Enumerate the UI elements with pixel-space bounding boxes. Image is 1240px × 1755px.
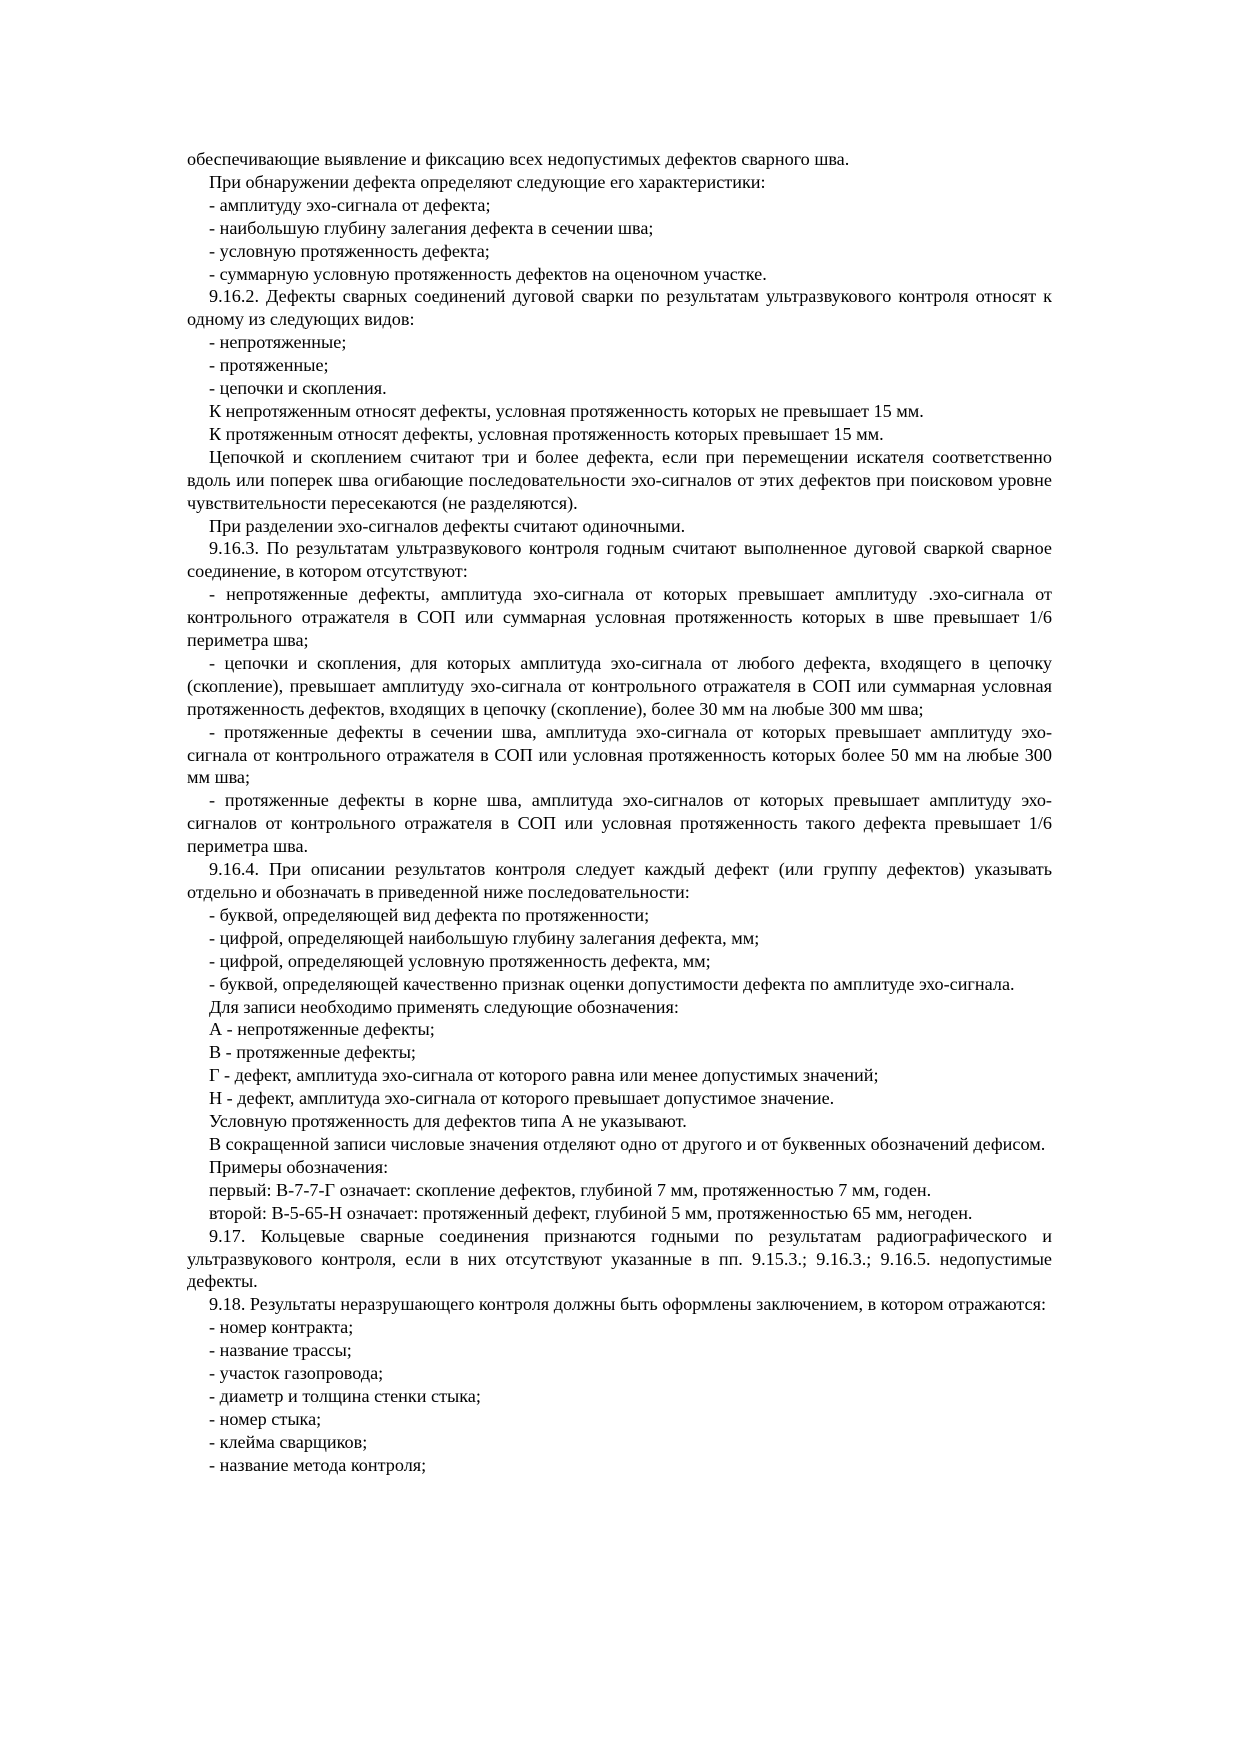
list-item: - непротяженные; — [209, 332, 347, 353]
list-item: - протяженные дефекты в сечении шва, амплитуда эхо-сигнала от которых превышает амплитуду эхо-сигнала от контрольного отражателя в СОП или условная протяженность которых более 50 мм на любые 300 мм шва; — [187, 721, 1052, 788]
non-extended-definition: К непротяженным относят дефекты, условная протяженность которых не превышает 15 мм. — [209, 400, 924, 421]
list-item: Н - дефект, амплитуда эхо-сигнала от которого превышает допустимое значение. — [209, 1088, 835, 1109]
list-item: - протяженные дефекты в корне шва, амплитуда эхо-сигналов от которых превышает амплитуду эхо-сигналов от контрольного отражателя в СОП или условная протяженность такого дефекта превышает 1/6 периметра шва. — [187, 790, 1052, 857]
examples-intro: Примеры обозначения: — [209, 1156, 389, 1177]
list-item: Г - дефект, амплитуда эхо-сигнала от которого равна или менее допустимых значений; — [209, 1065, 879, 1086]
section-9-16-3: 9.16.3. По результатам ультразвукового контроля годным считают выполненное дуговой сваркой сварное соединение, в котором отсутствуют: — [187, 538, 1052, 582]
list-item: А - непротяженные дефекты; — [209, 1019, 435, 1040]
type-a-note: Условную протяженность для дефектов типа А не указывают. — [209, 1111, 687, 1132]
list-item: - название трассы; — [209, 1340, 352, 1361]
document-page — [187, 148, 1052, 1477]
list-item: - буквой, определяющей качественно признак оценки допустимости дефекта по амплитуде эхо-сигнала. — [209, 973, 1015, 994]
chain-definition: Цепочкой и скоплением считают три и более дефекта, если при перемещении искателя соответственно вдоль или поперек шва огибающие последовательности эхо-сигналов от этих дефектов при поисковом уровне чувствительности пересекаются (не разделяются). — [187, 446, 1052, 513]
list-item: - буквой, определяющей вид дефекта по протяженности; — [209, 904, 650, 925]
list-item: - участок газопровода; — [209, 1363, 384, 1384]
section-9-18: 9.18. Результаты неразрушающего контроля должны быть оформлены заключением, в котором отражаются: — [209, 1294, 1047, 1315]
list-item: - условную протяженность дефекта; — [209, 240, 490, 261]
intro-line: обеспечивающие выявление и фиксацию всех недопустимых дефектов сварного шва. — [187, 149, 850, 169]
list-item: - суммарную условную протяженность дефектов на оценочном участке. — [209, 263, 767, 284]
list-item: - амплитуду эхо-сигнала от дефекта; — [209, 194, 491, 215]
list-item: - цифрой, определяющей наибольшую глубину залегания дефекта, мм; — [209, 927, 760, 948]
list-item: В - протяженные дефекты; — [209, 1042, 416, 1063]
list-item: - клейма сварщиков; — [209, 1431, 368, 1452]
list-item: - протяженные; — [209, 355, 329, 376]
example-second: второй: В-5-65-Н означает: протяженный дефект, глубиной 5 мм, протяженностью 65 мм, негоден. — [209, 1202, 973, 1223]
section-9-17: 9.17. Кольцевые сварные соединения признаются годными по результатам радиографического и ультразвукового контроля, если в них отсутствуют указанные в пп. 9.15.3.; 9.16.3.; 9.16.5. недопустимые дефекты. — [187, 1225, 1052, 1292]
section-9-16-2: 9.16.2. Дефекты сварных соединений дуговой сварки по результатам ультразвукового контроля относят к одному из следующих видов: — [187, 286, 1052, 330]
list-item: - цепочки и скопления, для которых амплитуда эхо-сигнала от любого дефекта, входящего в цепочку (скопление), превышает амплитуду эхо-сигнала от контрольного отражателя в СОП или суммарная условная протяженность дефектов, входящих в цепочку (скопление), более 30 мм на любые 300 мм шва; — [187, 652, 1052, 719]
list-item: - наибольшую глубину залегания дефекта в сечении шва; — [209, 217, 654, 238]
characteristics-intro: При обнаружении дефекта определяют следующие его характеристики: — [209, 171, 766, 192]
list-item: - название метода контроля; — [209, 1454, 427, 1475]
section-9-16-4: 9.16.4. При описании результатов контроля следует каждый дефект (или группу дефектов) указывать отдельно и обозначать в приведенной ниже последовательности: — [187, 859, 1052, 902]
example-first: первый: В-7-7-Г означает: скопление дефектов, глубиной 7 мм, протяженностью 7 мм, годен. — [209, 1179, 932, 1200]
short-record-note: В сокращенной записи числовые значения отделяют одно от другого и от буквенных обозначений дефисом. — [209, 1133, 1046, 1154]
list-item: - цифрой, определяющей условную протяженность дефекта, мм; — [209, 950, 711, 971]
notation-intro: Для записи необходимо применять следующие обозначения: — [209, 996, 679, 1017]
list-item: - диаметр и толщина стенки стыка; — [209, 1385, 481, 1406]
list-item: - цепочки и скопления. — [209, 378, 387, 399]
list-item: - номер стыка; — [209, 1408, 322, 1429]
list-item: - номер контракта; — [209, 1317, 354, 1338]
separation-note: При разделении эхо-сигналов дефекты считают одиночными. — [209, 515, 686, 536]
list-item: - непротяженные дефекты, амплитуда эхо-сигнала от которых превышает амплитуду .эхо-сигнала от контрольного отражателя в СОП или суммарная условная протяженность которых в шве превышает 1/6 периметра шва; — [187, 584, 1052, 651]
extended-definition: К протяженным относят дефекты, условная протяженность которых превышает 15 мм. — [209, 423, 884, 444]
